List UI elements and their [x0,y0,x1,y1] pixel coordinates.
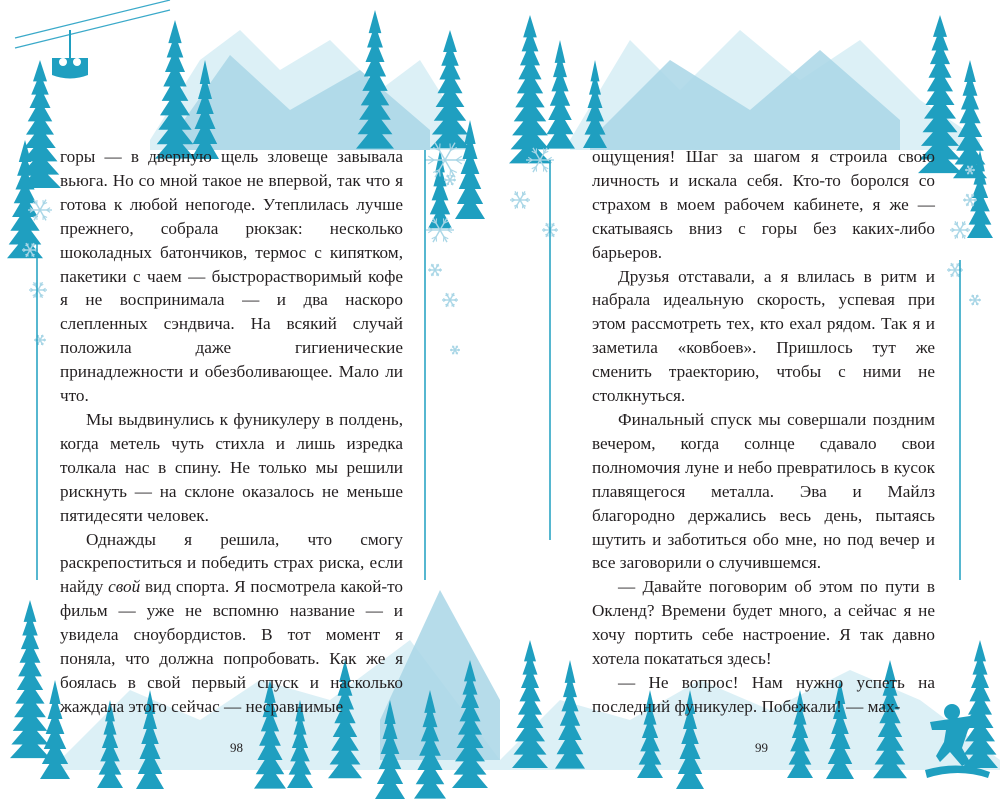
right-page [500,0,1000,800]
paragraph: Однажды я решила, что смогу раскрепоститься и победить страх риска, если найду свой вид спорта. Я посмотрела какой-то фильм — уже не вспомню название — и увидела сноубордистов. В тот момент я поняла, что должна попробовать. Как же я боялась в свой первый спуск и насколько жаждала этого сейчас — несравнимые [60,529,403,716]
page-number: 99 [755,740,768,755]
paragraph: Друзья отставали, а я влилась в ритм и набрала идеальную скорость, успевая при этом рассмотреть тех, кто ехал рядом. Так я и заметила «ковбоев». Пришлось тут же сменить траекторию, чтобы с ними не столкнуться. [592,266,935,406]
paragraph: Финальный спуск мы совершали поздним вечером, когда солнце сдавало свои полномочия луне и небо превратилось в кусок плавящегося металла. Эва и Майлз благородно держались весь день, пытаясь шутить и заботиться обо мне, но под вечер и все заговорили о случившемся. [592,409,935,573]
page-number: 98 [230,740,243,755]
paragraph: горы — в дверную щель зловеще завывала вьюга. Но со мной такое не впервой, так что я готова к любой непогоде. Утеплилась лучше прежнего, собрала рюкзак: несколько шоколадных батончиков, термос с кипятком, пакетики с чаем — быстрорастворимый кофе я не воспринимала — и два наскоро слепленных сэндвича. На всякий случай положила даже гигиенические принадлежности и обезболивающее. Мало ли что. [60,147,403,406]
paragraph: — Не вопрос! Нам нужно успеть на последний фуникулер. Побежали! — мах- [592,672,935,716]
paragraph: Мы выдвинулись к фуникулеру в полдень, когда метель чуть стихла и лишь изредка толкала нас в спину. Не только мы решили рискнуть — на склоне оказалось не меньше пятидесяти человек. [60,409,403,525]
page-text [592,145,935,719]
page-text [60,145,403,719]
italic-emphasis: свой [108,577,141,597]
paragraph: ощущения! Шаг за шагом я строила свою личность и искала себя. Кто-то боролся со страхом в моем рабочем кабинете, я же — скатываясь вниз с горы без каких-либо барьеров. [592,147,935,262]
paragraph: — Давайте поговорим об этом по пути в Окленд? Времени будет много, а сейчас я не хочу портить себе настроение. Я так давно хотела покататься здесь! [592,577,935,669]
